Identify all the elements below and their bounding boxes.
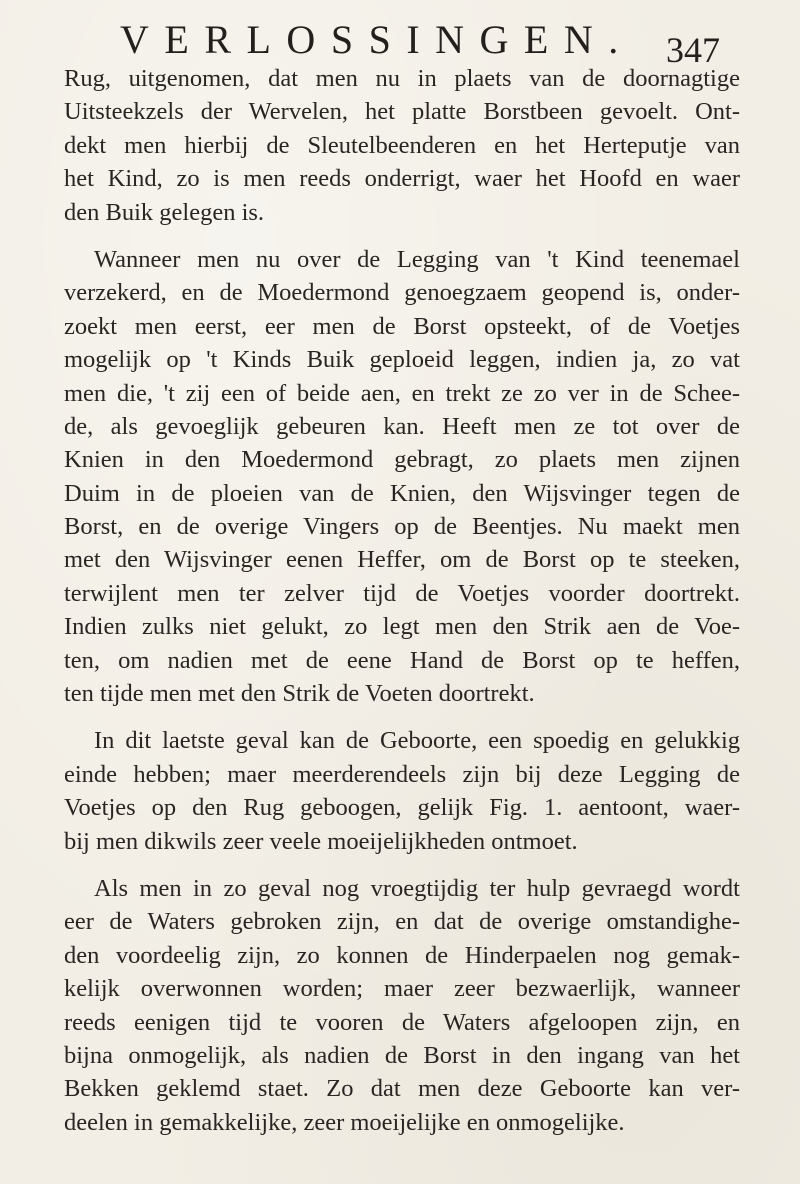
text-line: Knien in den Moedermond gebragt, zo plaets men zijnen bbox=[64, 446, 740, 474]
text-line: het Kind, zo is men reeds onderrigt, waer het Hoofd en waer bbox=[64, 165, 740, 193]
text-line: deelen in gemakkelijke, zeer moeijelijke en onmogelijke. bbox=[64, 1108, 625, 1136]
text-line: bij men dikwils zeer veele moeijelijkheden ontmoet. bbox=[64, 827, 578, 855]
text-line: einde hebben; maer meerderendeels zijn bij deze Legging de bbox=[64, 760, 740, 788]
text-line: reeds eenigen tijd te vooren de Waters afgeloopen zijn, en bbox=[64, 1008, 740, 1036]
text-line: terwijlent men ter zelver tijd de Voetjes voorder doortrekt. bbox=[64, 579, 740, 607]
paragraph bbox=[64, 872, 740, 1139]
text-line: Indien zulks niet gelukt, zo legt men den Strik aen de Voe- bbox=[64, 613, 740, 641]
text-line: Als men in zo geval nog vroegtijdig ter hulp gevraegd wordt bbox=[94, 874, 740, 902]
text-line: Rug, uitgenomen, dat men nu in plaets van de doornagtige bbox=[64, 65, 740, 92]
text-line: Voetjes op den Rug geboogen, gelijk Fig. 1. aentoont, waer- bbox=[64, 794, 740, 822]
text-line: In dit laetste geval kan de Geboorte, een spoedig en gelukkig bbox=[94, 727, 740, 755]
paragraph bbox=[64, 62, 740, 229]
text-line: ten, om nadien met de eene Hand de Borst op te heffen, bbox=[64, 646, 740, 674]
text-line: Bekken geklemd staet. Zo dat men deze Geboorte kan ver- bbox=[64, 1075, 740, 1103]
text-line: ten tijde men met den Strik de Voeten doortrekt. bbox=[64, 680, 535, 708]
running-title: VERLOSSINGEN. bbox=[120, 17, 634, 62]
text-line: den Buik gelegen is. bbox=[64, 198, 265, 226]
paragraph bbox=[64, 724, 740, 858]
text-line: kelijk overwonnen worden; maer zeer bezwaerlijk, wanneer bbox=[64, 975, 740, 1003]
text-line: Uitsteekzels der Wervelen, het platte Borstbeen gevoelt. Ont- bbox=[64, 98, 740, 126]
body-text bbox=[64, 62, 740, 1139]
text-line: mogelijk op 't Kinds Buik geploeid leggen, indien ja, zo vat bbox=[64, 346, 740, 374]
paragraph bbox=[64, 243, 740, 710]
text-line: den voordeelig zijn, zo konnen de Hinderpaelen nog gemak- bbox=[64, 941, 740, 969]
text-line: eer de Waters gebroken zijn, en dat de overige omstandighe- bbox=[64, 908, 740, 936]
text-line: dekt men hierbij de Sleutelbeenderen en het Herteputje van bbox=[64, 131, 740, 159]
page-number: 347 bbox=[666, 30, 720, 70]
text-line: verzekerd, en de Moedermond genoegzaem geopend is, onder- bbox=[64, 279, 740, 307]
text-line: men die, 't zij een of beide aen, en trekt ze zo ver in de Schee- bbox=[64, 379, 740, 407]
text-line: met den Wijsvinger eenen Heffer, om de Borst op te steeken, bbox=[64, 546, 740, 574]
text-line: bijna onmogelijk, als nadien de Borst in den ingang van het bbox=[64, 1041, 740, 1069]
text-line: Borst, en de overige Vingers op de Beentjes. Nu maekt men bbox=[64, 513, 740, 541]
text-line: de, als gevoeglijk gebeuren kan. Heeft men ze tot over de bbox=[64, 412, 740, 440]
text-line: Wanneer men nu over de Legging van 't Kind teenemael bbox=[94, 245, 740, 273]
text-line: zoekt men eerst, eer men de Borst opsteekt, of de Voetjes bbox=[64, 312, 740, 340]
text-line: Duim in de ploeien van de Knien, den Wijsvinger tegen de bbox=[64, 479, 740, 507]
page-header bbox=[120, 12, 720, 70]
